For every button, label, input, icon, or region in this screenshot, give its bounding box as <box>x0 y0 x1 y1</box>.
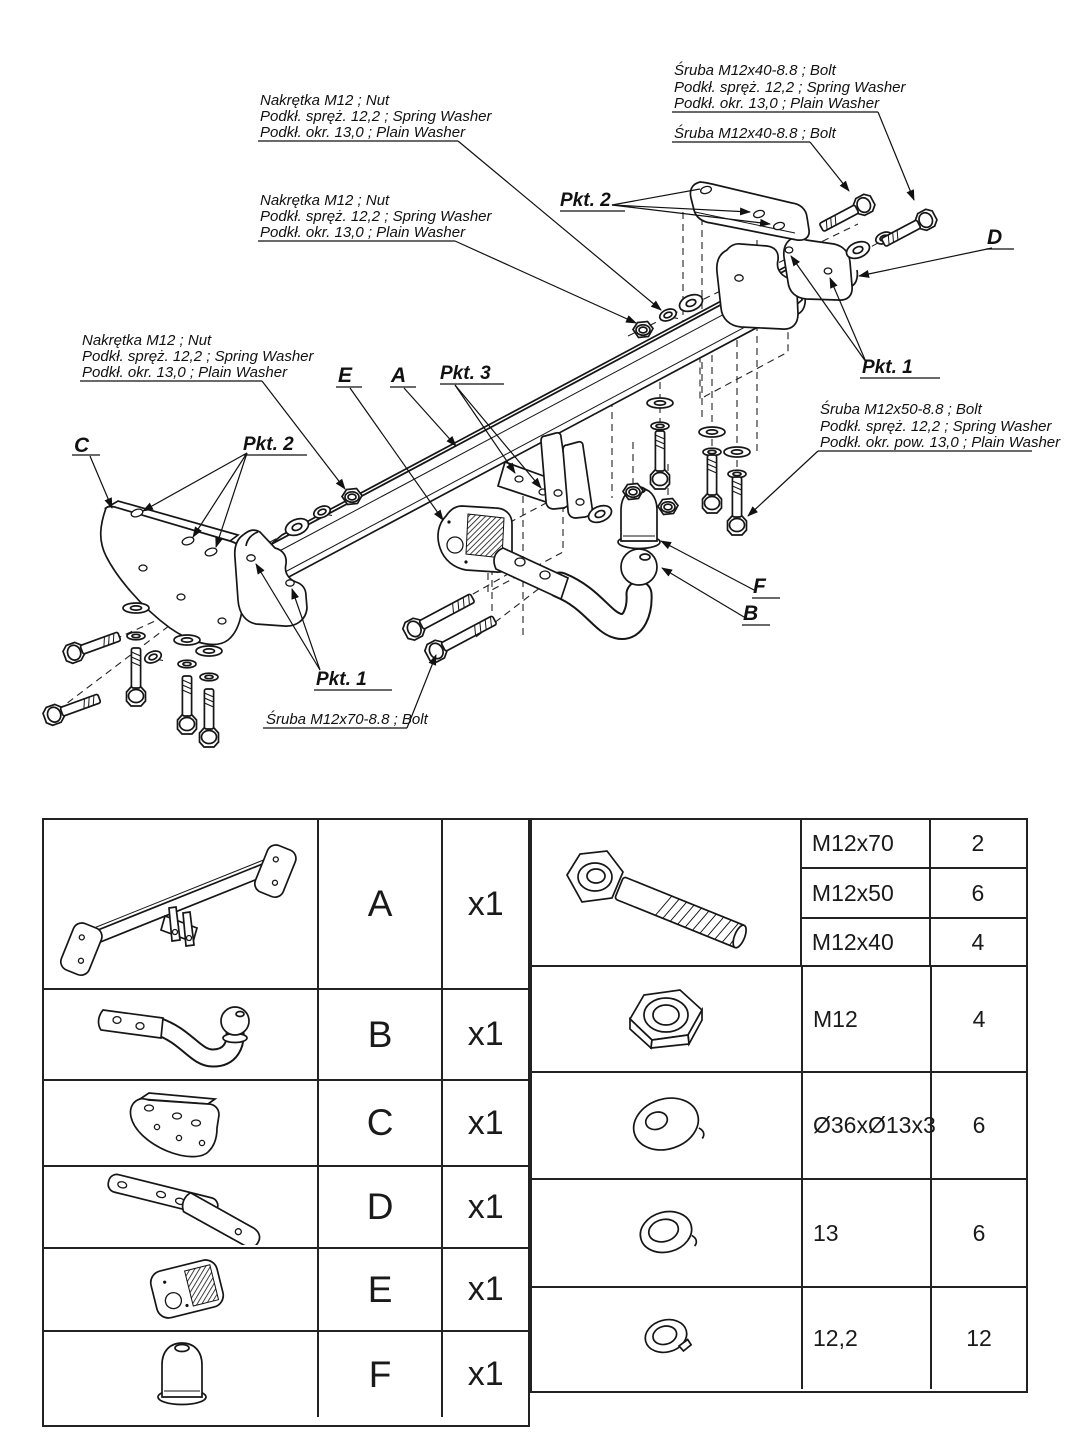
ball-arm <box>494 548 657 627</box>
pkt2-label-left: Pkt. 2 <box>243 434 294 455</box>
part-d-letter <box>319 1167 443 1247</box>
washer-drawing <box>532 1180 803 1286</box>
fastener-row-washer-large <box>532 1073 1026 1180</box>
fasteners-table <box>530 818 1028 1393</box>
spring-washer-qty <box>932 1288 1026 1389</box>
callout-nut-top2-line1: Nakrętka M12 ; Nut <box>260 192 390 209</box>
part-letter-text: F <box>368 1353 392 1395</box>
callout-bolt-m12x40-washers-line2: Podkł. spręż. 12,2 ; Spring Washer <box>674 79 906 96</box>
parts-row-a <box>44 820 528 990</box>
part-a-drawing <box>44 820 319 988</box>
part-qty-text: x1 <box>467 1355 504 1393</box>
fastener-qty-text: 6 <box>971 879 985 906</box>
nut-qty <box>932 967 1026 1071</box>
top-bracket <box>690 182 809 240</box>
spring-washer-size <box>803 1288 932 1389</box>
washer-qty <box>932 1180 1026 1286</box>
part-e-qty <box>443 1249 528 1330</box>
fastener-qty-text: 6 <box>972 1112 986 1138</box>
callout-nut-left-line1: Nakrętka M12 ; Nut <box>82 332 212 349</box>
parts-row-c <box>44 1081 528 1167</box>
fastener-size-text: Ø36xØ13x3 <box>813 1112 936 1138</box>
part-letter-text: E <box>367 1268 393 1310</box>
spring-washer-drawing <box>532 1288 803 1389</box>
part-qty-text: x1 <box>467 1187 504 1226</box>
bolt-m12x40-size <box>802 919 931 965</box>
part-letter-text: A <box>367 883 393 924</box>
bolt-m12x70-qty <box>931 820 1025 867</box>
part-letter-text: C <box>366 1102 394 1143</box>
part-qty-text: x1 <box>467 1270 504 1308</box>
fastener-size-text: M12 <box>813 1005 858 1032</box>
part-letter-text: B <box>367 1013 393 1055</box>
callout-bolt-m12x50-line3: Podkł. okr. pow. 13,0 ; Plain Washer <box>820 434 1061 451</box>
callout-bolt-m12x50-line1: Śruba M12x50-8.8 ; Bolt <box>820 401 982 418</box>
washer-large-drawing <box>532 1073 803 1178</box>
bolt-m12x50-size <box>802 869 931 917</box>
callout-bolt-m12x70: Śruba M12x70-8.8 ; Bolt <box>266 711 428 728</box>
fastener-row-spring-washer <box>532 1288 1026 1389</box>
callout-nut-top1-line3: Podkł. okr. 13,0 ; Plain Washer <box>260 124 466 141</box>
part-e-drawing <box>44 1249 319 1330</box>
washer-large-size <box>803 1073 936 1178</box>
bolt-drawing <box>532 820 802 965</box>
part-label-b: B <box>743 602 759 625</box>
nut-size <box>803 967 932 1071</box>
pkt1-label-right: Pkt. 1 <box>862 357 913 378</box>
part-c-letter <box>319 1081 443 1165</box>
fastener-row-washer <box>532 1180 1026 1288</box>
fastener-size-text: 12,2 <box>813 1325 858 1351</box>
part-d-qty <box>443 1167 528 1247</box>
callout-nut-top2-line3: Podkł. okr. 13,0 ; Plain Washer <box>260 224 466 241</box>
part-letter-text: D <box>366 1186 394 1227</box>
bolt-m12x40-qty <box>931 919 1025 965</box>
callout-bolt-m12x50-line2: Podkł. spręż. 12,2 ; Spring Washer <box>820 418 1052 435</box>
bolt-m12x50-qty <box>931 869 1025 917</box>
bracket-d <box>784 238 858 301</box>
fastener-qty-text: 4 <box>971 928 985 955</box>
fastener-row-nut <box>532 967 1026 1073</box>
part-a-letter <box>319 820 443 988</box>
callout-nut-left-line3: Podkł. okr. 13,0 ; Plain Washer <box>82 364 288 381</box>
part-b-qty <box>443 990 528 1079</box>
bolt-m12x70-size <box>802 820 931 867</box>
callout-bolt-m12x40: Śruba M12x40-8.8 ; Bolt <box>674 125 836 142</box>
part-b-letter <box>319 990 443 1079</box>
callout-nut-top1-line1: Nakrętka M12 ; Nut <box>260 92 390 109</box>
part-label-a: A <box>391 364 407 387</box>
part-label-d: D <box>987 226 1003 249</box>
part-qty-text: x1 <box>467 1103 504 1142</box>
parts-row-f <box>44 1332 528 1417</box>
part-label-f: F <box>753 575 766 598</box>
fastener-size-text: M12x70 <box>811 830 894 856</box>
pkt2-label-right: Pkt. 2 <box>560 190 611 211</box>
parts-row-b <box>44 990 528 1081</box>
part-label-c: C <box>74 434 90 457</box>
parts-table <box>42 818 530 1427</box>
nut-drawing <box>532 967 803 1071</box>
part-qty-text: x1 <box>467 884 504 923</box>
part-c-qty <box>443 1081 528 1165</box>
bolt-size-rows <box>802 820 1026 965</box>
part-b-drawing <box>44 990 319 1079</box>
callout-nut-left-line2: Podkł. spręż. 12,2 ; Spring Washer <box>82 348 314 365</box>
part-c-drawing <box>44 1081 319 1165</box>
part-label-e: E <box>338 364 353 387</box>
fastener-size-text: M12x50 <box>811 879 894 906</box>
parts-row-d <box>44 1167 528 1249</box>
fastener-qty-text: 4 <box>972 1005 986 1032</box>
part-e-letter <box>319 1249 443 1330</box>
fastener-row-bolts <box>532 820 1026 967</box>
washer-size <box>803 1180 932 1286</box>
parts-row-e <box>44 1249 528 1332</box>
part-f-letter <box>319 1332 443 1417</box>
part-d-drawing <box>44 1167 319 1247</box>
callout-bolt-m12x40-washers-line1: Śruba M12x40-8.8 ; Bolt <box>674 62 836 79</box>
part-f-drawing <box>44 1332 319 1417</box>
fastener-qty-text: 12 <box>966 1325 992 1351</box>
fastener-qty-text: 2 <box>971 830 985 856</box>
pkt3-label: Pkt. 3 <box>440 363 491 384</box>
fastener-size-text: 13 <box>813 1219 839 1246</box>
callout-nut-top1-line2: Podkł. spręż. 12,2 ; Spring Washer <box>260 108 492 125</box>
fastener-qty-text: 6 <box>972 1219 986 1246</box>
part-a-qty <box>443 820 528 988</box>
washer-large-qty <box>932 1073 1026 1178</box>
pkt1-label-left: Pkt. 1 <box>316 669 367 690</box>
callout-nut-top2-line2: Podkł. spręż. 12,2 ; Spring Washer <box>260 208 492 225</box>
part-f-qty <box>443 1332 528 1417</box>
part-qty-text: x1 <box>467 1015 504 1053</box>
fastener-size-text: M12x40 <box>811 928 894 955</box>
callout-bolt-m12x40-washers-line3: Podkł. okr. 13,0 ; Plain Washer <box>674 95 880 112</box>
